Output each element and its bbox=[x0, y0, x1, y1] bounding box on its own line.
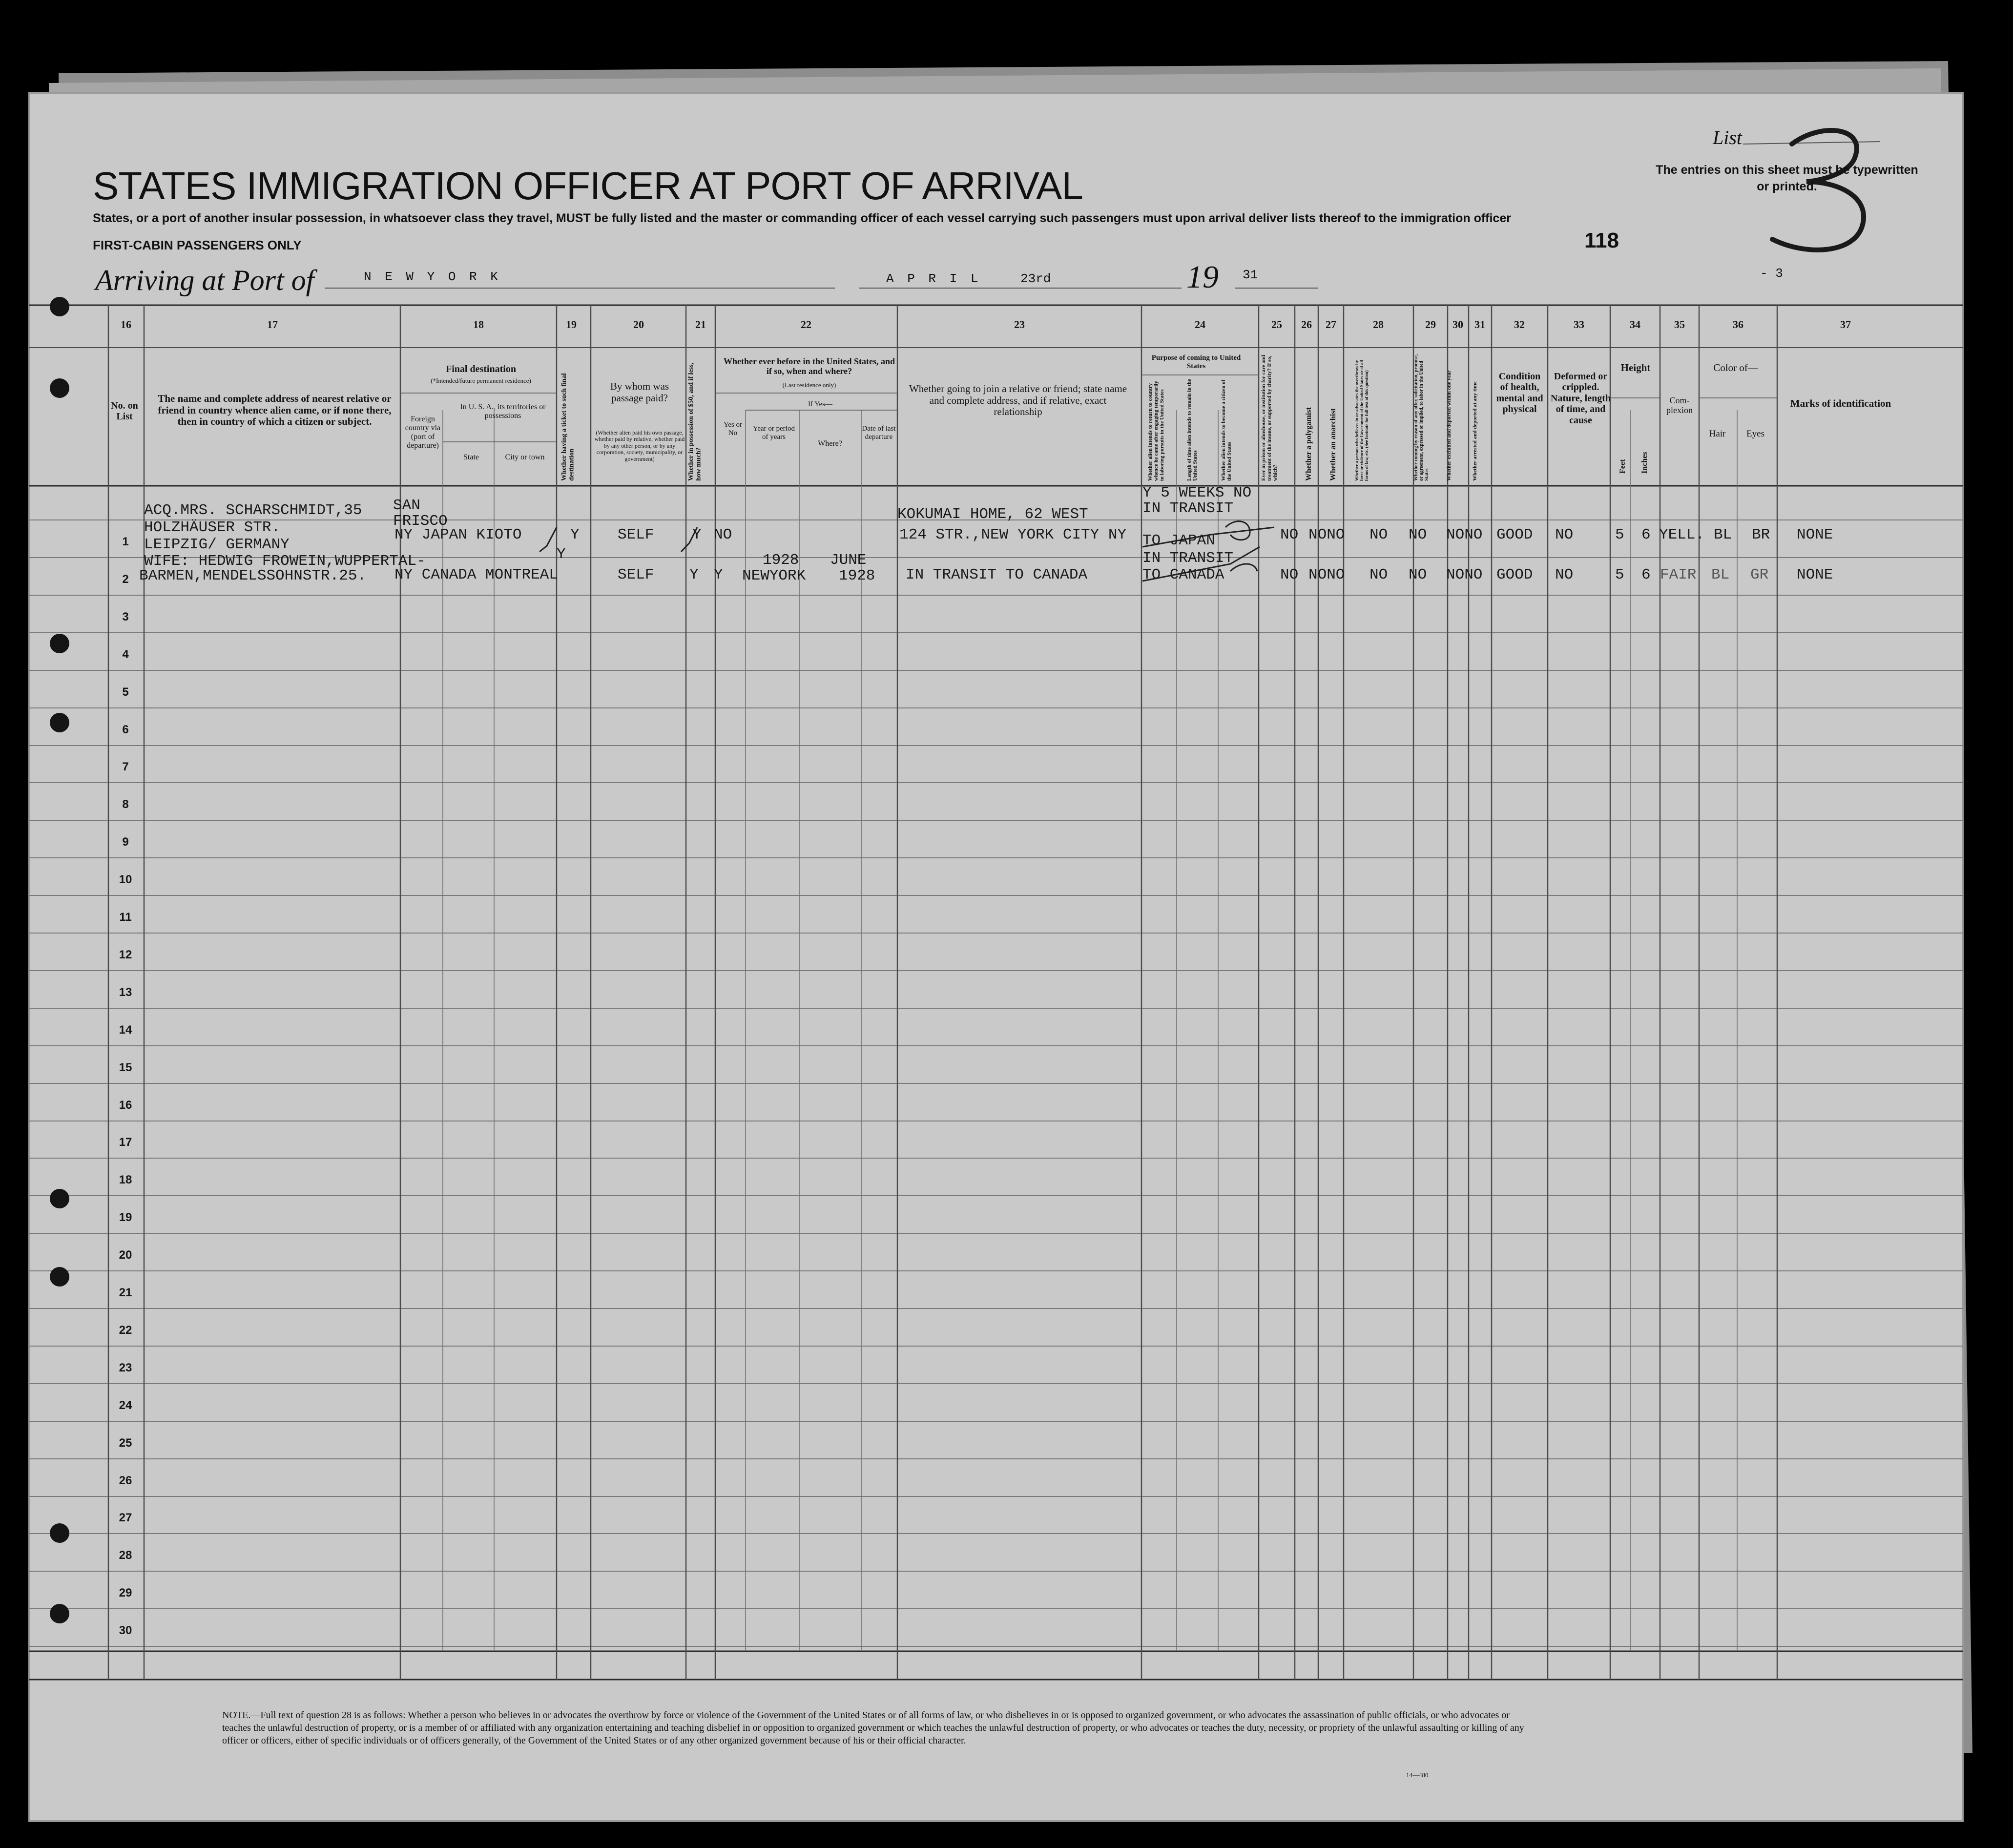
e1-destination-line2: FRISCO bbox=[393, 513, 448, 530]
e2-q26-27: NONO bbox=[1308, 566, 1345, 583]
col16-header: No. on List bbox=[111, 400, 138, 422]
e1-relative-line3: LEIPZIG/ GERMANY bbox=[144, 536, 290, 553]
e1-q26-27: NONO bbox=[1308, 526, 1345, 543]
col24a-header: Whether alien intends to return to country whence he came after engaging temporarily in laboring pursuits in the United States bbox=[1147, 381, 1165, 481]
e2-eyes: GR bbox=[1750, 566, 1769, 583]
row-number: 28 bbox=[119, 1549, 132, 1562]
column-number: 16 bbox=[121, 318, 131, 331]
col22-ifyes: If Yes— bbox=[808, 400, 832, 408]
e2-destination: NY CANADA MONTREAL bbox=[394, 566, 558, 583]
e1-before: NO bbox=[714, 526, 732, 543]
col20-header: By whom was passage paid? bbox=[610, 380, 669, 404]
row-number: 9 bbox=[122, 835, 129, 849]
col18-usa: In U. S. A., its territories or possessions bbox=[460, 403, 546, 420]
column-number: 36 bbox=[1733, 318, 1743, 331]
sheet-mark: - 3 bbox=[1760, 266, 1783, 281]
e2-relative-line2: BARMEN,MENDELSSOHNSTR.25. bbox=[139, 567, 367, 584]
e1-eyes: BR bbox=[1752, 526, 1770, 543]
row-number: 4 bbox=[122, 648, 129, 661]
row-number: 5 bbox=[122, 685, 129, 699]
col22-subheader: (Last residence only) bbox=[782, 381, 836, 389]
footnote: NOTE.—Full text of question 28 is as follows: Whether a person who believes in or advocates the overthrow by force or violence of the Government of the United States or of all forms of law, or who disbelieves in or is opposed to organized government, or who advocates the assassination of public officials, or who advocates or teaches the unlawful destruction of property, or is a member of or affiliated with any organization entertaining and teaching disbelief in or opposition to organized government or which teaches the unlawful destruction of property, or who advocates or teaches the duty, necessity, or propriety of the unlawful assaulting or killing of any officer or officers, either of specific individuals or of officers generally, of the Government of the United States or of any other organized government because of his or their official character. bbox=[222, 1710, 1524, 1746]
e1-passage-paid: SELF bbox=[618, 526, 654, 543]
col35-header: Com-plexion bbox=[1666, 395, 1693, 415]
col22-where: Where? bbox=[818, 439, 842, 448]
row-number: 8 bbox=[122, 798, 129, 811]
col25-header: Ever in prison or almshouse, or institution for care and treatment of the insane, or supported by charity? If so, which? bbox=[1261, 354, 1279, 481]
list-label: List bbox=[1713, 126, 1743, 148]
arrival-day: 23rd bbox=[1020, 271, 1051, 286]
col18-subheader: (*Intended/future permanent residence) bbox=[431, 377, 531, 384]
e1-q29: NO bbox=[1409, 526, 1427, 543]
column-number: 27 bbox=[1326, 318, 1336, 331]
arriving-label: Arriving at Port of bbox=[95, 264, 314, 296]
col36-eyes: Eyes bbox=[1746, 429, 1764, 439]
e1-destination-line1: SAN bbox=[393, 497, 420, 514]
e2-marks: NONE bbox=[1797, 566, 1833, 583]
col29-header: Whether coming by reason of any offer, solicitation, promise, or agreement, expressed or implied, to labor in the United States bbox=[1413, 354, 1430, 481]
column-number: 19 bbox=[566, 318, 577, 331]
col30-header: Whether excluded and deported within one year bbox=[1446, 370, 1452, 481]
row-number: 27 bbox=[119, 1511, 132, 1524]
col18-state: State bbox=[463, 453, 479, 461]
col22-date: Date of last departure bbox=[862, 425, 896, 441]
e2-q25: NO bbox=[1280, 566, 1299, 583]
col18-foreign: Foreign country via (port of departure) bbox=[405, 415, 441, 450]
e1-hair: BL bbox=[1714, 526, 1732, 543]
row-number: 7 bbox=[122, 760, 129, 773]
row-number: 21 bbox=[119, 1286, 132, 1299]
e2-ticket: Y bbox=[557, 546, 566, 563]
e1-destination-line3: NY JAPAN KIOTO bbox=[394, 526, 522, 543]
e1-height-inches: 6 bbox=[1641, 526, 1651, 543]
punch-hole bbox=[50, 297, 69, 316]
row-number: 19 bbox=[119, 1211, 132, 1224]
col17-header: The name and complete address of nearest relative or friend in country whence alien came, or if none there, then in country of which a citizen or subject. bbox=[158, 393, 392, 428]
e1-q25: NO bbox=[1280, 526, 1299, 543]
col21-header: Whether in possession of $50, and if less, how much? bbox=[687, 362, 703, 481]
column-number: 25 bbox=[1271, 318, 1282, 331]
page-subtitle: States, or a port of another insular possession, in whatsoever class they travel, MUST be fully listed and the master or commanding officer of each vessel carrying such passengers must upon arrival deliver lists thereof to the immigration officer bbox=[93, 211, 1511, 225]
punch-hole bbox=[50, 1523, 69, 1543]
page-title: STATES IMMIGRATION OFFICER AT PORT OF ARRIVAL bbox=[93, 164, 1083, 208]
e1-join-line2: 124 STR.,NEW YORK CITY NY bbox=[899, 526, 1127, 543]
e2-purpose-line1: IN TRANSIT bbox=[1142, 550, 1234, 567]
col24c-header: Whether alien intends to become a citizen of the United States bbox=[1221, 379, 1233, 481]
row-number: 13 bbox=[119, 986, 132, 999]
e1-complexion: YELL. bbox=[1659, 526, 1705, 543]
e2-purpose-line2: TO CANADA bbox=[1142, 566, 1224, 583]
row-number: 30 bbox=[119, 1624, 132, 1637]
column-number: 23 bbox=[1014, 318, 1025, 331]
row-number: 15 bbox=[119, 1061, 132, 1074]
row-number: 11 bbox=[119, 911, 132, 924]
e1-purpose-line3: TO JAPAN bbox=[1142, 532, 1215, 549]
column-number: 34 bbox=[1630, 318, 1640, 331]
e2-year: 1928 bbox=[763, 552, 799, 569]
e2-complexion: FAIR bbox=[1660, 566, 1697, 583]
year-prefix: 19 bbox=[1186, 259, 1219, 295]
e2-height-feet: 5 bbox=[1615, 566, 1624, 583]
row-number: 23 bbox=[119, 1361, 132, 1374]
col22-header: Whether ever before in the United States, and if so, when and where? bbox=[724, 356, 895, 376]
row-number: 2 bbox=[122, 573, 129, 586]
row-number: 25 bbox=[119, 1436, 132, 1450]
column-number: 30 bbox=[1453, 318, 1463, 331]
row-number: 20 bbox=[119, 1248, 132, 1262]
row-number: 16 bbox=[119, 1099, 132, 1112]
column-number: 17 bbox=[267, 318, 278, 331]
e2-before: Y bbox=[714, 566, 723, 583]
column-number: 35 bbox=[1674, 318, 1685, 331]
column-number: 29 bbox=[1425, 318, 1436, 331]
punch-hole bbox=[50, 378, 69, 398]
e1-health: GOOD bbox=[1496, 526, 1533, 543]
punch-hole bbox=[50, 1267, 69, 1287]
col34-feet: Feet bbox=[1619, 459, 1627, 474]
arrival-month: A P R I L bbox=[886, 271, 981, 286]
e1-relative-line2: HOLZHÄUSER STR. bbox=[144, 519, 281, 536]
col28-header: Whether a person who believes in or advocates the overthrow by force or violence of the Government of the United States or of all forms of law, etc. (See footnote for full text of this question) bbox=[1354, 360, 1369, 481]
e2-money: Y bbox=[689, 566, 699, 583]
row-number: 14 bbox=[119, 1023, 132, 1037]
row-number: 6 bbox=[122, 723, 129, 736]
column-number: 32 bbox=[1514, 318, 1525, 331]
column-number: 33 bbox=[1574, 318, 1584, 331]
column-number: 37 bbox=[1840, 318, 1851, 331]
row-number: 3 bbox=[122, 610, 129, 623]
e1-money: Y bbox=[692, 526, 702, 543]
typewritten-note: The entries on this sheet must be typewritten or printed. bbox=[1656, 163, 1918, 193]
column-number: 20 bbox=[633, 318, 644, 331]
e2-hair: BL bbox=[1711, 566, 1730, 583]
col20-subheader: (Whether alien paid his own passage, whether paid by relative, whether paid by any other person, or by any corporation, society, municipality, or government) bbox=[594, 429, 685, 462]
col36-header: Color of— bbox=[1713, 362, 1758, 374]
col31-header: Whether arrested and deported at any time bbox=[1472, 381, 1478, 481]
col18-header: Final destination bbox=[446, 364, 516, 374]
e2-passage-paid: SELF bbox=[618, 566, 654, 583]
column-number: 21 bbox=[695, 318, 706, 331]
punch-hole bbox=[50, 1604, 69, 1623]
class-line: FIRST-CABIN PASSENGERS ONLY bbox=[93, 238, 302, 252]
e1-height-feet: 5 bbox=[1615, 526, 1624, 543]
column-number: 18 bbox=[473, 318, 484, 331]
punch-hole bbox=[50, 634, 69, 653]
e2-join: IN TRANSIT TO CANADA bbox=[906, 566, 1088, 583]
e1-marks: NONE bbox=[1797, 526, 1833, 543]
e2-q29: NO bbox=[1409, 566, 1427, 583]
row-number: 26 bbox=[119, 1474, 132, 1487]
e2-q30-31: NONO bbox=[1446, 566, 1483, 583]
row-number: 17 bbox=[119, 1136, 132, 1149]
form-number: 14—480 bbox=[1406, 1771, 1429, 1779]
year-suffix: 31 bbox=[1243, 268, 1258, 282]
row-number: 22 bbox=[119, 1324, 132, 1337]
col24b-header: Length of time alien intends to remain in the United States bbox=[1186, 379, 1199, 481]
port-name: N E W Y O R K bbox=[364, 270, 501, 284]
row-number: 29 bbox=[119, 1586, 132, 1599]
e2-where: NEWYORK bbox=[742, 567, 806, 584]
col37-header: Marks of identification bbox=[1790, 397, 1891, 409]
col32-header: Condition of health, mental and physical bbox=[1496, 371, 1543, 415]
row-number: 10 bbox=[119, 873, 132, 886]
page-number: 118 bbox=[1584, 228, 1619, 252]
row-number: 1 bbox=[122, 535, 129, 548]
e2-date-line2: 1928 bbox=[839, 567, 875, 584]
e2-q28: NO bbox=[1370, 566, 1388, 583]
col36-hair: Hair bbox=[1709, 429, 1726, 439]
e2-relative-line1: WIFE: HEDWIG FROWEIN,WUPPERTAL- bbox=[144, 553, 426, 570]
col19-header: Whether having a ticket to such final destination bbox=[560, 373, 576, 481]
e2-date-line1: JUNE bbox=[830, 552, 867, 569]
column-number: 28 bbox=[1373, 318, 1384, 331]
e2-health: GOOD bbox=[1496, 566, 1533, 583]
e2-deformed: NO bbox=[1555, 566, 1574, 583]
col27-header: Whether an anarchist bbox=[1329, 408, 1337, 481]
column-number: 22 bbox=[801, 318, 811, 331]
row-number: 18 bbox=[119, 1173, 132, 1186]
col34-header: Height bbox=[1620, 362, 1651, 374]
punch-hole bbox=[50, 1189, 69, 1208]
col23-header: Whether going to join a relative or friend; state name and complete address, and if relative, exact relationship bbox=[909, 383, 1127, 418]
e1-ticket: Y bbox=[570, 526, 580, 543]
col33-header: Deformed or crippled. Nature, length of time, and cause bbox=[1551, 371, 1611, 426]
punch-hole bbox=[50, 713, 69, 732]
col22-yesno: Yes or No bbox=[723, 421, 743, 437]
e2-height-inches: 6 bbox=[1641, 566, 1651, 583]
col24-header: Purpose of coming to United States bbox=[1151, 354, 1241, 370]
e1-join-line1: KOKUMAI HOME, 62 WEST bbox=[897, 506, 1088, 523]
e1-relative-line1: ACQ.MRS. SCHARSCHMIDT,35 bbox=[144, 502, 362, 519]
e1-purpose-line2: IN TRANSIT bbox=[1142, 500, 1234, 517]
col34-inches: Inches bbox=[1640, 452, 1649, 474]
row-number: 12 bbox=[119, 948, 132, 961]
row-number: 24 bbox=[119, 1399, 132, 1412]
e1-deformed: NO bbox=[1555, 526, 1574, 543]
column-number: 26 bbox=[1301, 318, 1312, 331]
col22-year: Year or period of years bbox=[753, 425, 795, 441]
col26-header: Whether a polygamist bbox=[1305, 407, 1313, 481]
column-number: 24 bbox=[1195, 318, 1205, 331]
e1-q28: NO bbox=[1370, 526, 1388, 543]
e1-purpose-line1: Y 5 WEEKS NO bbox=[1142, 484, 1252, 501]
col18-city: City or town bbox=[505, 453, 545, 461]
e1-q30-31: NONO bbox=[1446, 526, 1483, 543]
column-number: 31 bbox=[1474, 318, 1485, 331]
